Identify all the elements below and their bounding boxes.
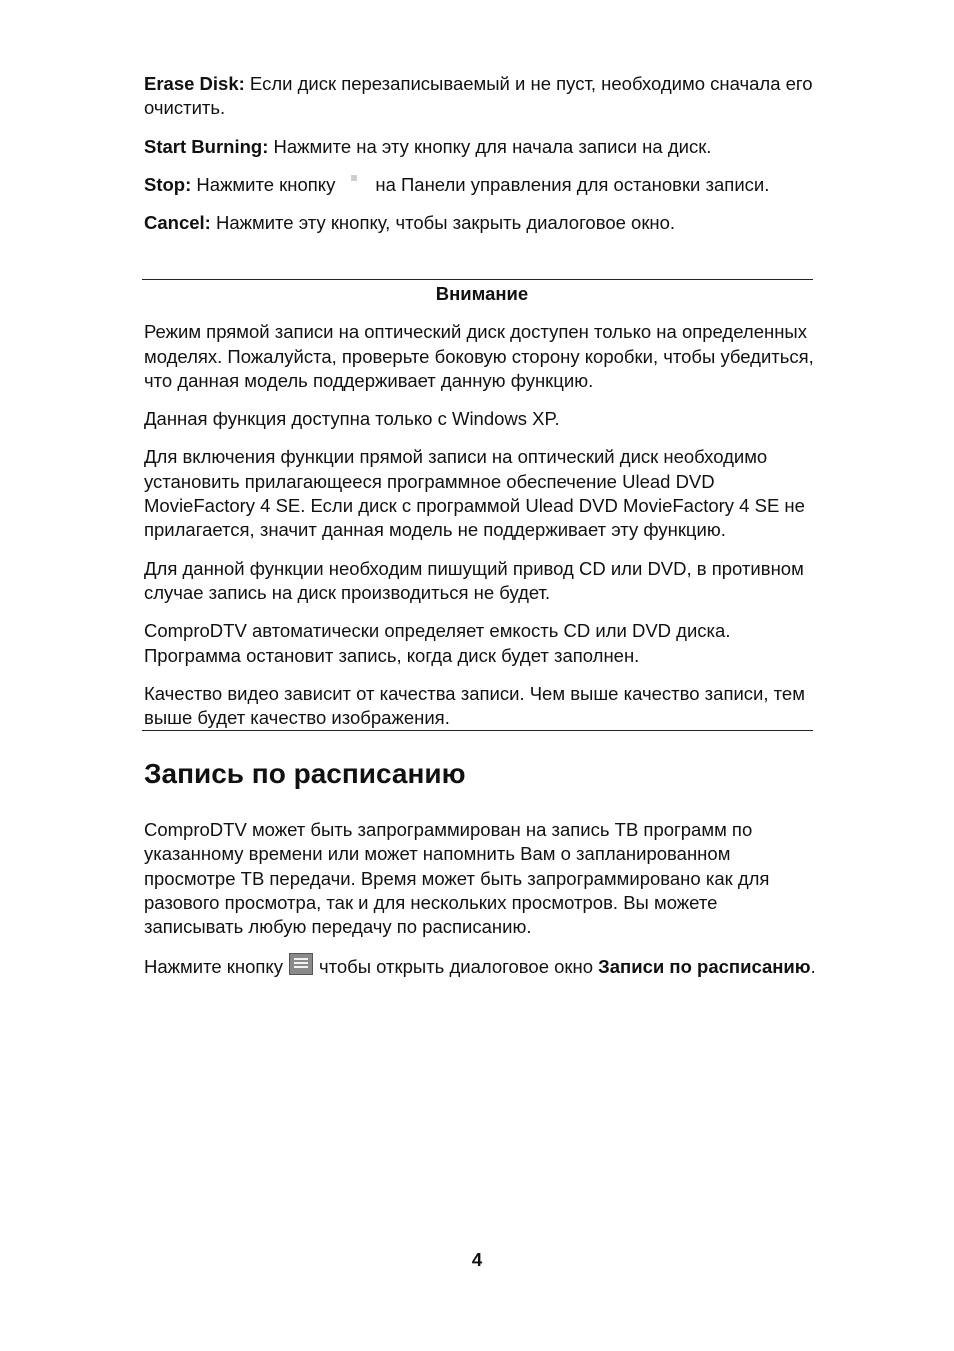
option-text: Нажмите кнопку: [191, 173, 336, 195]
section-heading: Запись по расписанию: [144, 758, 466, 789]
schedule-icon: [289, 953, 313, 975]
note-paragraph: Для данной функции необходим пишущий привод CD или DVD, в противном случае запись на диск производиться не будет.: [144, 557, 804, 603]
option-stop: [144, 173, 816, 197]
attention-box: [142, 279, 813, 731]
note-paragraph: ComproDTV автоматически определяет емкость CD или DVD диска. Программа остановит запись, когда диск будет заполнен.: [144, 620, 731, 666]
instruction-end: .: [810, 956, 816, 978]
option-text: Нажмите эту кнопку, чтобы закрыть диалоговое окно.: [210, 212, 676, 234]
stop-icon: [343, 173, 365, 195]
option-term: Erase Disk:: [144, 73, 245, 94]
schedule-instruction: [144, 953, 816, 979]
note-paragraph: Качество видео зависит от качества записи. Чем выше качество записи, тем выше будет качество изображения.: [144, 682, 805, 729]
page-number: 4: [471, 1249, 483, 1270]
instruction-text: Нажмите кнопку: [144, 956, 283, 978]
instruction-bold: Записи по расписанию: [598, 956, 811, 978]
schedule-intro: ComproDTV может быть запрограммирован на запись ТВ программ по указанному времени или может напомнить Вам о запланированном просмотре ТВ передачи. Время может быть запрограммировано как для разового просмотра, так и для нескольких просмотров. Вы можете записывать любую передачу по расписанию.: [144, 819, 770, 938]
option-erase-disk: [144, 72, 816, 121]
attention-title: Внимание: [435, 283, 529, 304]
schedule-section: [144, 818, 816, 994]
note-paragraph: Режим прямой записи на оптический диск доступен только на определенных моделях. Пожалуйста, проверьте боковую сторону коробки, чтобы убедиться, что данная модель поддерживает данную функцию.: [144, 321, 814, 391]
option-text: Нажмите на эту кнопку для начала записи на диск.: [268, 135, 712, 157]
note-paragraph: Данная функция доступна только с Windows XP.: [144, 408, 560, 430]
option-text: Если диск перезаписываемый и не пуст, необходимо сначала его очистить.: [144, 73, 813, 119]
option-start-burning: [144, 135, 816, 159]
option-cancel: [144, 211, 816, 235]
option-term: Start Burning:: [144, 135, 269, 157]
instruction-text-after: чтобы открыть диалоговое окно: [318, 956, 599, 978]
option-term: Stop:: [144, 173, 192, 195]
note-paragraph: Для включения функции прямой записи на оптический диск необходимо установить прилагающееся программное обеспечение Ulead DVD MovieFactory 4 SE. Если диск с программой Ulead DVD MovieFactory 4 SE не прилагается, значит данная модель не поддерживает эту функцию.: [144, 446, 805, 541]
option-term: Cancel:: [144, 212, 211, 234]
option-text-after: на Панели управления для остановки записи.: [375, 173, 770, 195]
options-list: [144, 72, 816, 249]
